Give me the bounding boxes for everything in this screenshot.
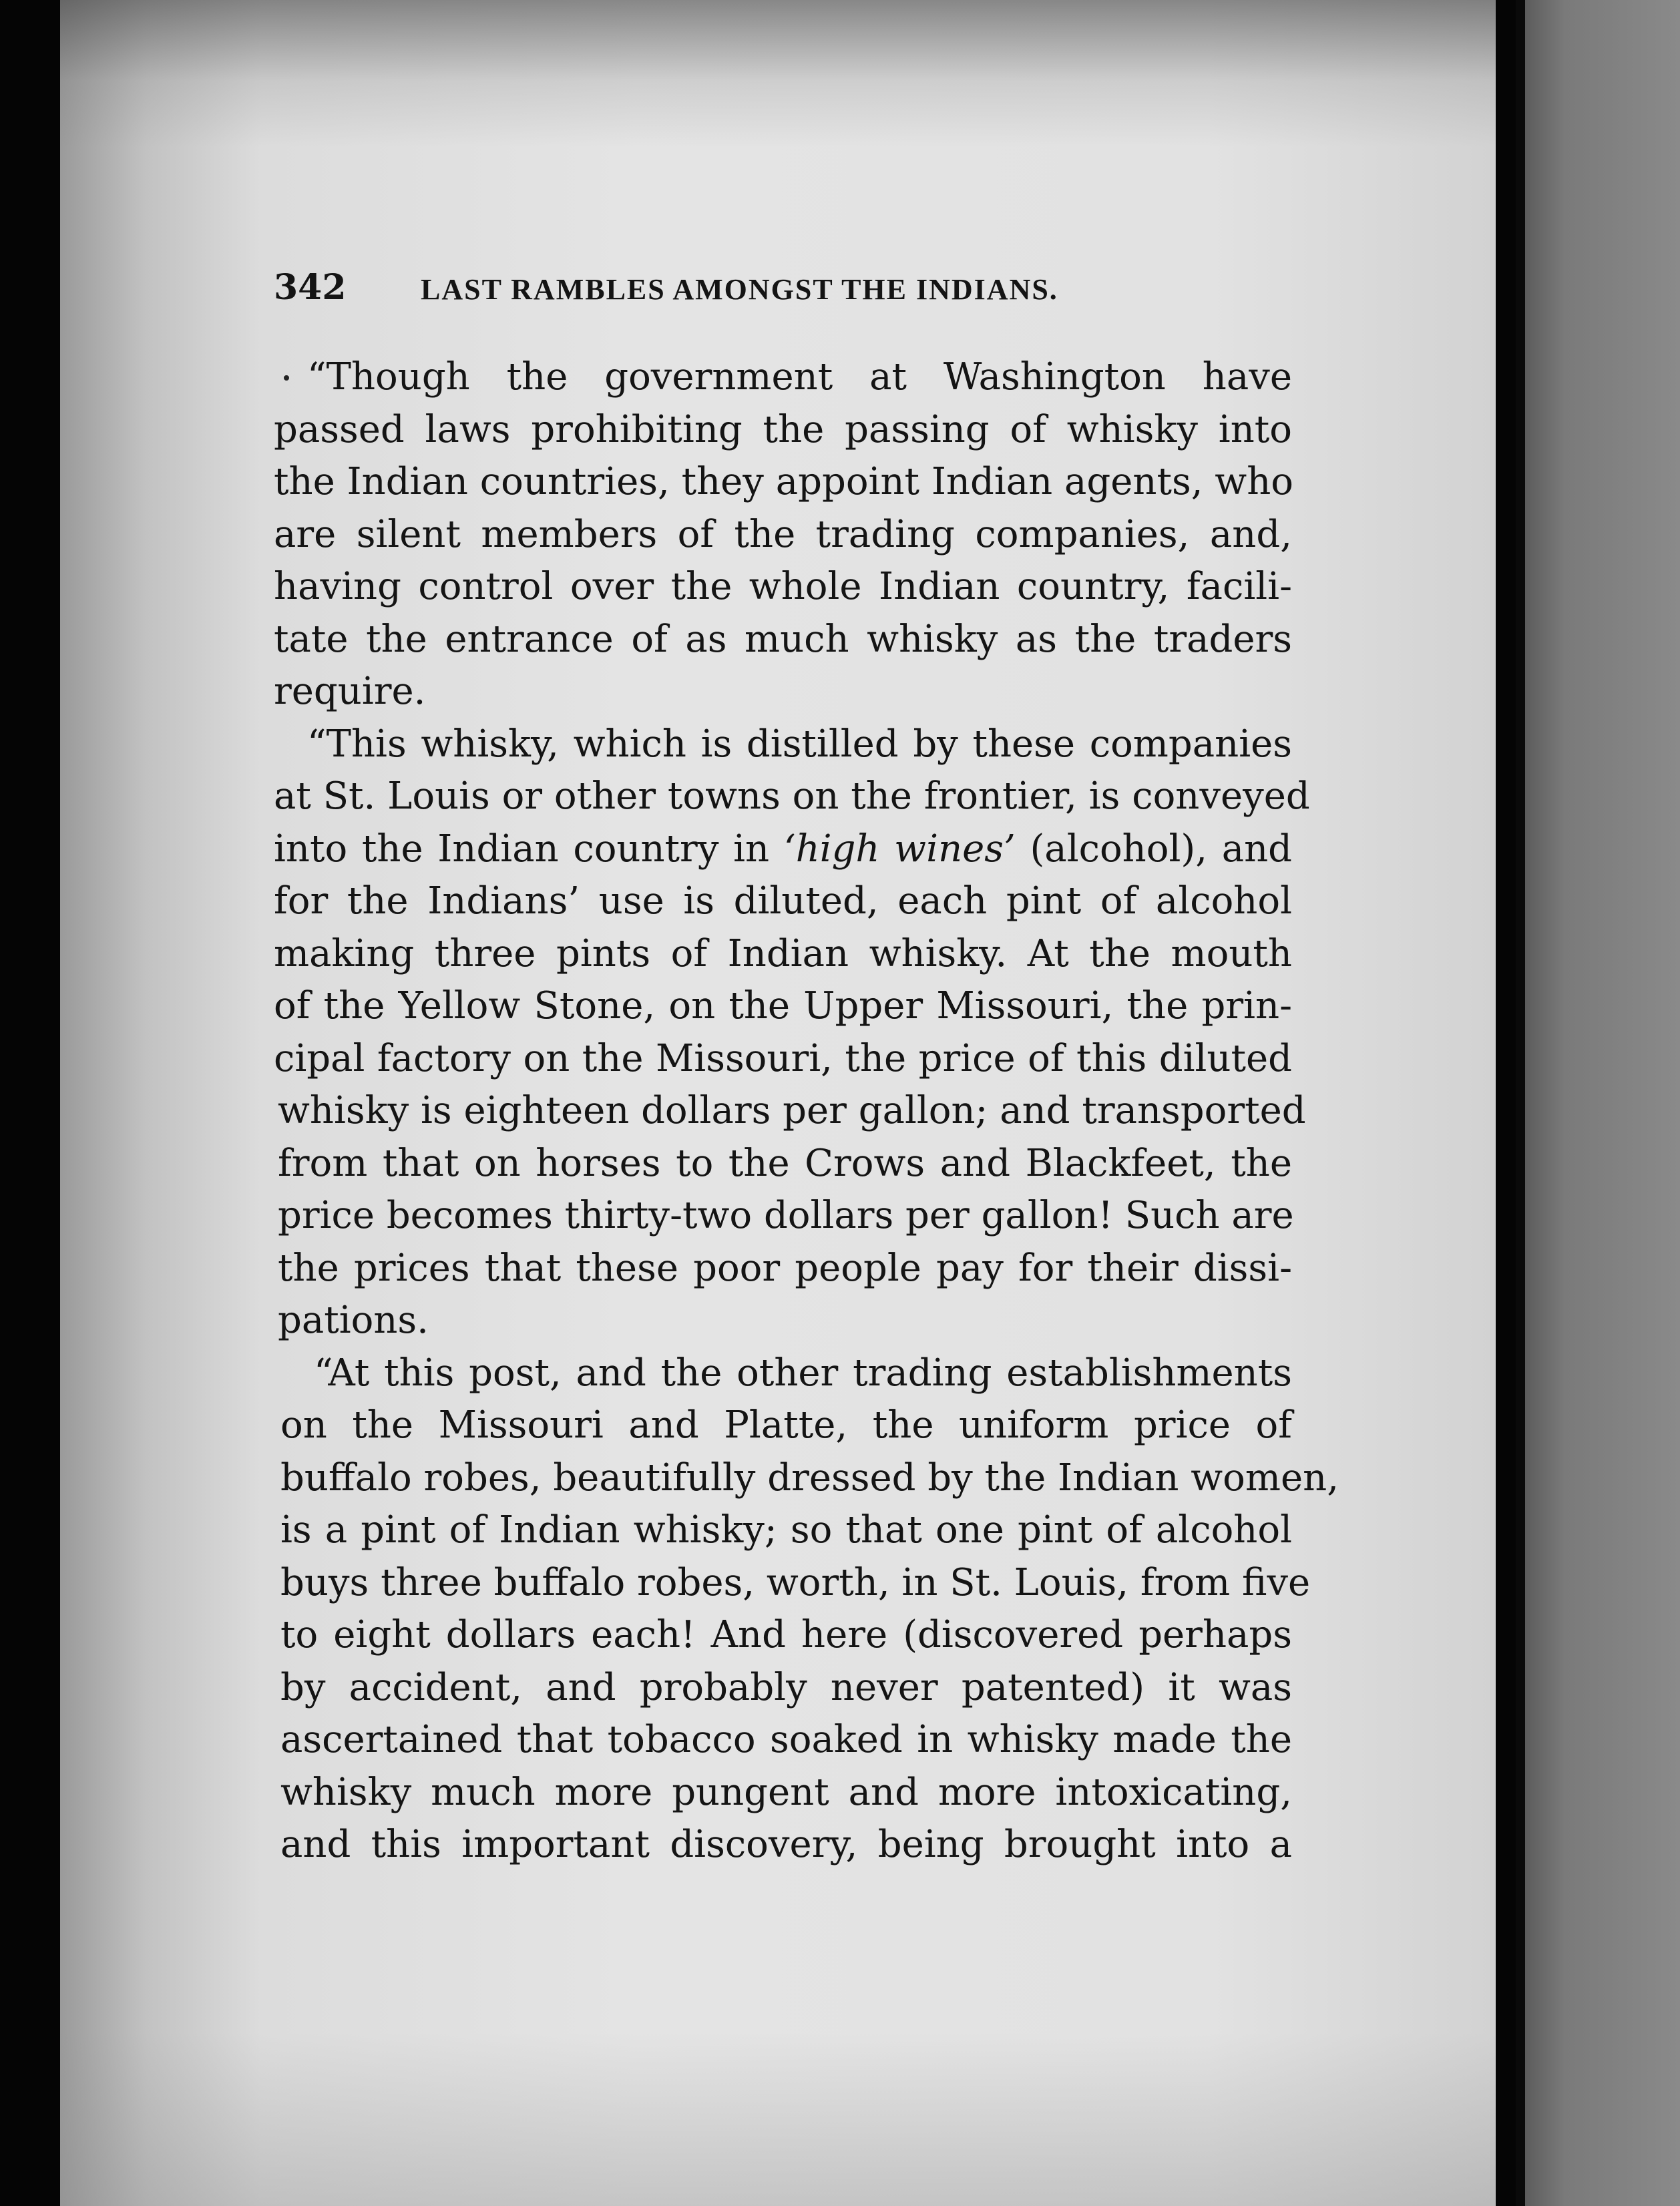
- top-shadow: [60, 0, 1496, 147]
- text-line: to eight dollars each! And here (discovered perhaps: [280, 1613, 1292, 1657]
- text-segment: into the Indian country in: [274, 827, 770, 871]
- text-line: “This whisky, which is distilled by these companies: [307, 722, 1292, 766]
- text-line: ascertained that tobacco soaked in whisky made the: [280, 1718, 1292, 1761]
- italic-phrase: ‘high wines’: [783, 827, 1016, 871]
- text-line: buffalo robes, beautifully dressed by the Indian women,: [280, 1456, 1339, 1500]
- paragraph-2: [274, 718, 1310, 1347]
- text-line: passed laws prohibiting the passing of whisky into: [274, 407, 1292, 451]
- text-line: is a pint of Indian whisky; so that one pint of alcohol: [280, 1508, 1292, 1552]
- text-line: at St. Louis or other towns on the frontier, is conveyed: [274, 775, 1310, 818]
- paragraph-3: [274, 1347, 1339, 1871]
- text-line: “Though the government at Washington have: [307, 355, 1292, 399]
- text-line: whisky is eighteen dollars per gallon; and transported: [278, 1089, 1306, 1132]
- text-line: are silent members of the trading companies, and,: [274, 512, 1292, 556]
- text-line: cipal factory on the Missouri, the price of this diluted: [274, 1036, 1292, 1080]
- text-line: of the Yellow Stone, on the Upper Missouri, the prin-: [274, 984, 1292, 1028]
- text-line: tate the entrance of as much whisky as the traders: [274, 617, 1292, 661]
- running-head: [274, 267, 1292, 327]
- text-line: for the Indians’ use is diluted, each pint of alcohol: [274, 879, 1292, 923]
- text-line: [274, 823, 1292, 876]
- page-number: 342: [274, 267, 347, 308]
- running-title: LAST RAMBLES AMONGST THE INDIANS.: [421, 273, 1058, 306]
- text-line: price becomes thirty-two dollars per gallon! Such are: [278, 1194, 1294, 1237]
- text-segment: (alcohol), and: [1030, 827, 1292, 871]
- text-line: making three pints of Indian whisky. At the mouth: [274, 931, 1292, 975]
- text-block: [274, 267, 1339, 1871]
- text-line: the prices that these poor people pay for their dissi-: [278, 1246, 1292, 1290]
- text-line: on the Missouri and Platte, the uniform price of: [280, 1403, 1292, 1447]
- text-line: require.: [274, 670, 426, 713]
- text-line: the Indian countries, they appoint Indian agents, who: [274, 460, 1294, 503]
- text-line: buys three buffalo robes, worth, in St. Louis, from five: [280, 1560, 1311, 1604]
- text-line: having control over the whole Indian country, facili-: [274, 565, 1292, 608]
- text-line: and this important discovery, being brought into a: [280, 1823, 1292, 1866]
- text-line: from that on horses to the Crows and Blackfeet, the: [278, 1141, 1292, 1185]
- text-line: “At this post, and the other trading establishments: [314, 1351, 1292, 1395]
- text-line: pations.: [278, 1299, 429, 1342]
- adjacent-page-edge: [1516, 0, 1680, 2206]
- bottom-shade: [60, 2032, 1496, 2206]
- text-line: whisky much more pungent and more intoxicating,: [280, 1770, 1292, 1814]
- text-line: by accident, and probably never patented) it was: [280, 1665, 1292, 1709]
- paragraph-1: [274, 351, 1292, 718]
